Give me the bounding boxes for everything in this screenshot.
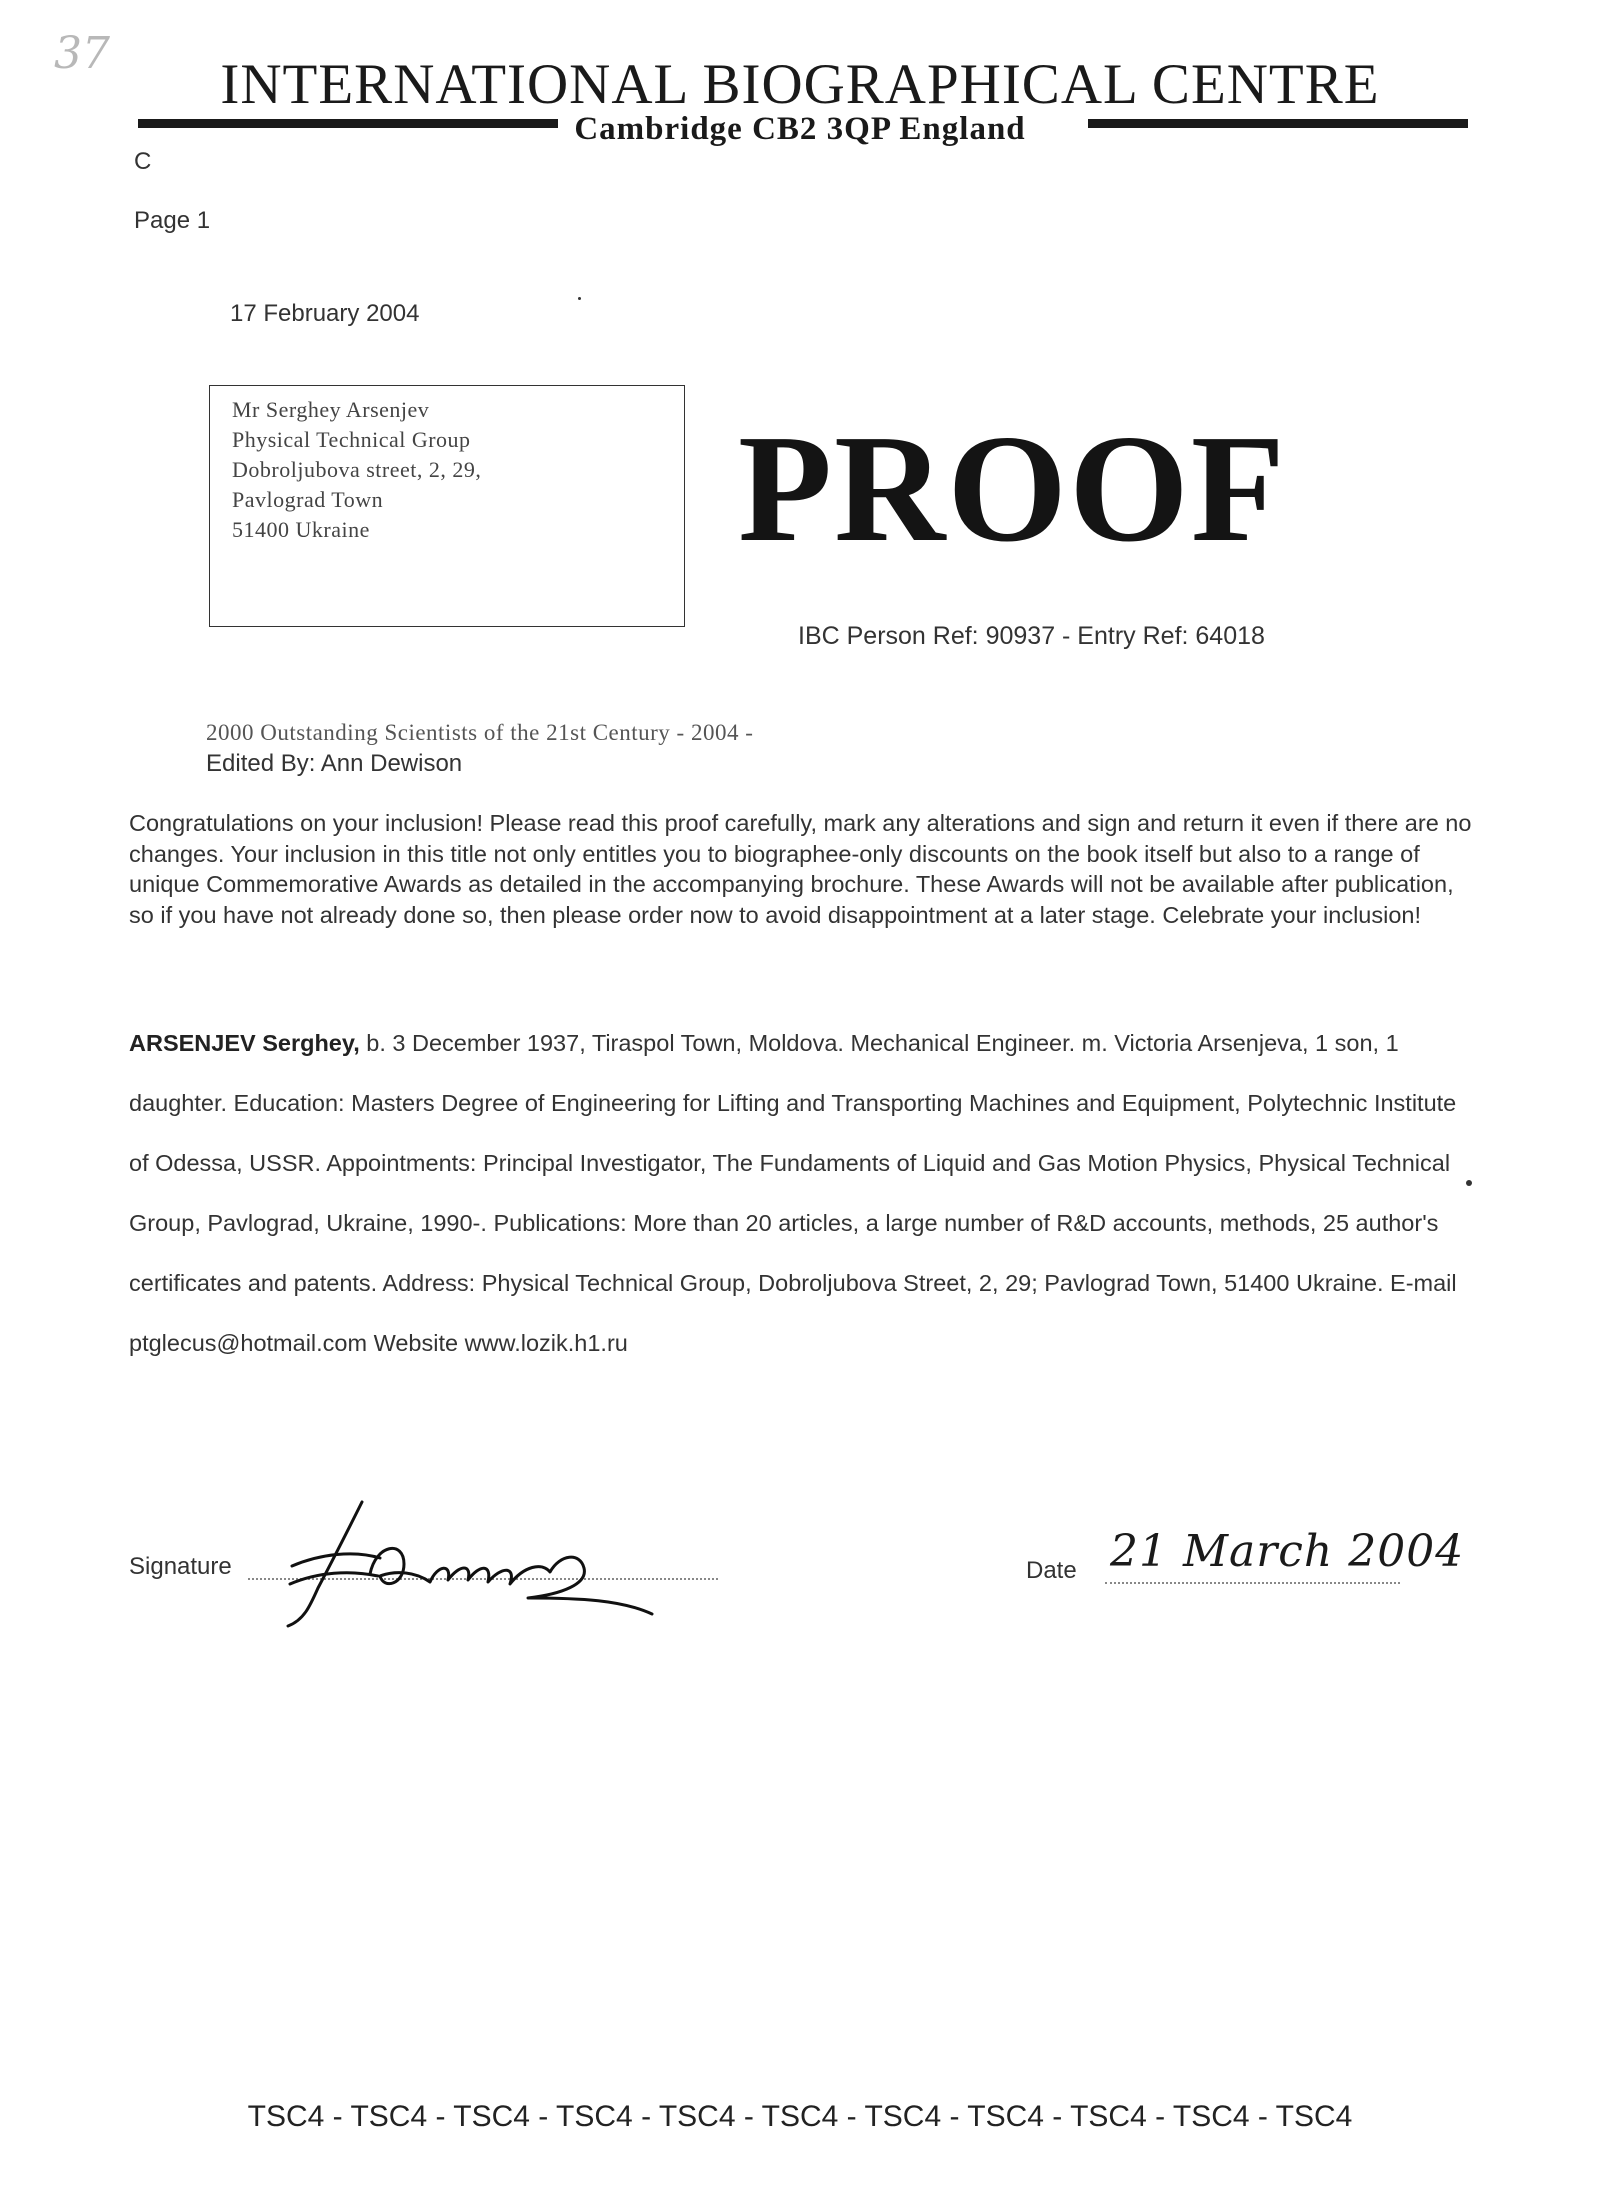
footer-codes: TSC4 - TSC4 - TSC4 - TSC4 - TSC4 - TSC4 - TSC4 - TSC4 - TSC4 - TSC4 - TSC4	[247, 2100, 1353, 2133]
page-label: Page 1	[134, 207, 211, 234]
recipient-address-box	[209, 385, 685, 627]
handwritten-date: 21 March 2004	[1110, 1526, 1465, 1577]
intro-paragraph: Congratulations on your inclusion! Please read this proof carefully, mark any alterations and sign and return it even if there are no changes. Your inclusion in this title not only entitles you to biographee-only discounts on the book itself but also to a range of unique Commemorative Awards as detailed in the accompanying brochure. These Awards will not be available after publication, so if you have not already done so, then please order now to avoid disappointment at a later stage. Celebrate your inclusion!	[129, 810, 1472, 928]
publication-editor: Edited By: Ann Dewison	[206, 750, 463, 777]
handwritten-signature	[280, 1488, 680, 1638]
proof-stamp: PROOF	[738, 404, 1287, 574]
letter-code: C	[134, 148, 152, 175]
recipient-postcode: 51400 Ukraine	[232, 517, 370, 542]
reference-line: IBC Person Ref: 90937 - Entry Ref: 64018	[798, 622, 1265, 650]
recipient-organization: Physical Technical Group	[232, 427, 471, 452]
recipient-name: Mr Serghey Arsenjev	[232, 397, 430, 422]
speck-mark	[1466, 1180, 1472, 1186]
publication-title: 2000 Outstanding Scientists of the 21st Century - 2004 -	[206, 720, 754, 745]
speck-mark	[578, 297, 581, 300]
recipient-street: Dobroljubova street, 2, 29,	[232, 457, 482, 482]
org-address: Cambridge CB2 3QP England	[574, 111, 1026, 147]
org-name: INTERNATIONAL BIOGRAPHICAL CENTRE	[220, 53, 1380, 116]
letter-date: 17 February 2004	[230, 300, 420, 327]
signature-label: Signature	[129, 1553, 232, 1580]
date-line	[1105, 1582, 1400, 1584]
corner-note: 37	[54, 28, 110, 79]
biographee-name: ARSENJEV Serghey,	[129, 1030, 360, 1056]
biography-text: b. 3 December 1937, Tiraspol Town, Moldova. Mechanical Engineer. m. Victoria Arsenjeva, 1 son, 1 daughter. Education: Masters Degree of Engineering for Lifting and Transporting Machines and Equipment, Polytechnic Institute of Odessa, USSR. Appointments: Principal Investigator, The Fundaments of Liquid and Gas Motion Physics, Physical Technical Group, Pavlograd, Ukraine, 1990-. Publications: More than 20 articles, a large number of R&D accounts, methods, 25 author's certificates and patents. Address: Physical Technical Group, Dobroljubova Street, 2, 29; Pavlograd Town, 51400 Ukraine. E-mail ptglecus@hotmail.com Website www.lozik.h1.ru	[129, 1030, 1457, 1356]
biography-entry	[129, 1013, 1481, 1373]
recipient-town: Pavlograd Town	[232, 487, 384, 512]
date-label: Date	[1026, 1557, 1077, 1584]
